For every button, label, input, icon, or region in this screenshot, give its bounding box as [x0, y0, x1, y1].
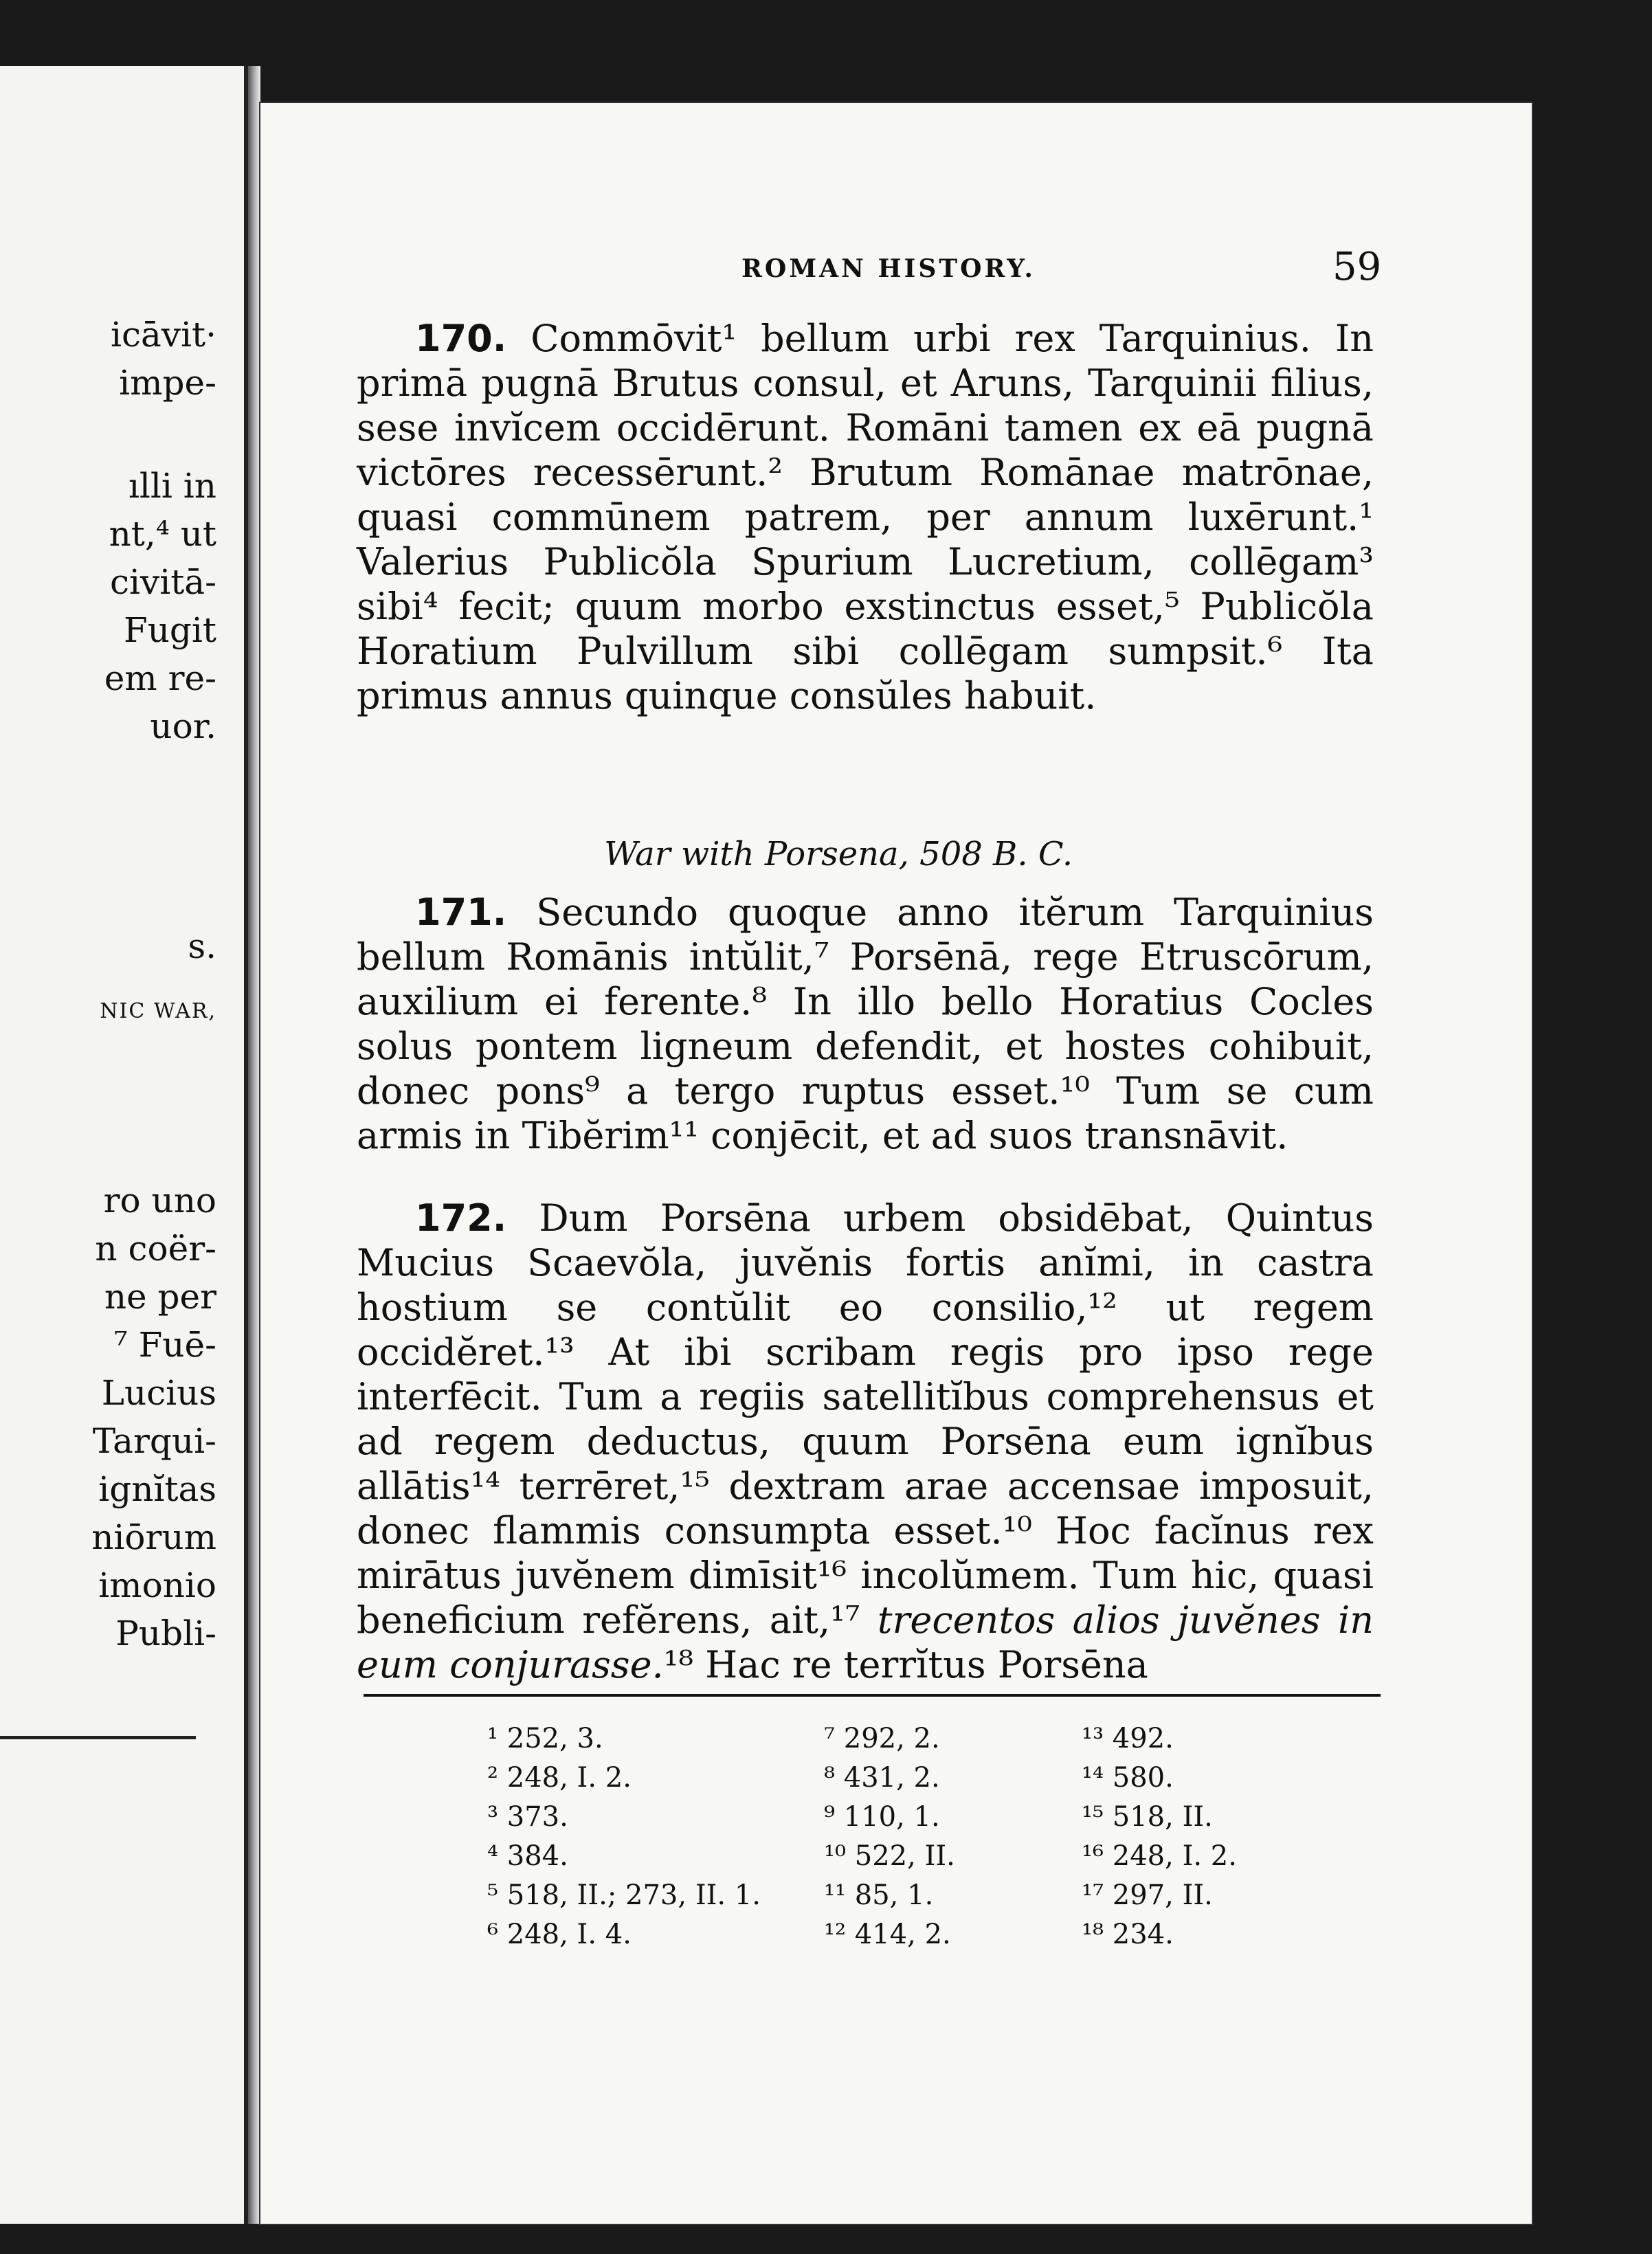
footnote: ⁴ 384. [487, 1840, 568, 1872]
footnote: ⁶ 248, I. 4. [487, 1919, 632, 1950]
paragraph-text: Commōvit¹ bellum urbi rex Tarquinius. In primā pugnā Brutus consul, et Aruns, Tarquinii filius, sese invĭcem occidērunt. Romāni tamen ex eā pugnā victōres recessērunt.² Brutum Romānae matrōnae, quasi commūnem patrem, per annum luxērunt.¹ Valerius Publicŏla Spurium Lucretium, collēgam³ sibi⁴ fecit; quum morbo exstinctus esset,⁵ Publicŏla Horatium Pulvillum sibi collēgam sumpsit.⁶ Ita primus annus quinque consŭles habuit. [357, 317, 1374, 717]
left-line: uor. [150, 706, 216, 746]
paragraph-number: 172. [415, 1196, 507, 1240]
left-page-rule [0, 1736, 196, 1739]
footnote: ⁵ 518, II.; 273, II. 1. [487, 1879, 761, 1911]
paragraph-number: 171. [415, 891, 507, 934]
left-line: niōrum [91, 1517, 216, 1557]
section-subhead: War with Porsena, 508 B. C. [604, 835, 1073, 873]
footnote: ¹⁰ 522, II. [824, 1840, 955, 1872]
footnote: ¹⁴ 580. [1082, 1762, 1174, 1794]
footnote: ¹⁸ 234. [1082, 1919, 1174, 1950]
paragraph-number: 170. [415, 317, 507, 360]
footnote: ¹³ 492. [1082, 1723, 1174, 1754]
footnote: ⁹ 110, 1. [824, 1801, 940, 1833]
footnotes-column-3 [1082, 1719, 1237, 1954]
left-line: civitā- [109, 562, 216, 602]
footnotes-column-1 [487, 1719, 761, 1954]
footnotes-column-2 [824, 1719, 955, 1954]
left-line: Publi- [115, 1614, 216, 1653]
left-line: ⁷ Fuē- [113, 1325, 216, 1365]
left-line: ılli in [128, 466, 216, 506]
left-line: Lucius [101, 1373, 216, 1413]
footnote: ⁸ 431, 2. [824, 1762, 940, 1794]
left-line: ro uno [103, 1181, 216, 1220]
left-line: imonio [98, 1565, 216, 1605]
footnote: ⁷ 292, 2. [824, 1723, 940, 1754]
left-line: icāvit· [110, 315, 216, 355]
footnote: ¹ 252, 3. [487, 1723, 603, 1754]
footnote: ¹² 414, 2. [824, 1919, 951, 1950]
left-line: impe- [119, 363, 216, 403]
paragraph-text: Dum Porsēna urbem obsidēbat, Quintus Mucius Scaevŏla, juvĕnis fortis anĭmi, in castra hostium se contŭlit eo consilio,¹² ut regem occidĕret.¹³ At ibi scribam regis pro ipso rege interfēcit. Tum a regiis satellitĭbus comprehensus et ad regem deductus, quum Porsēna eum ignĭbus allātis¹⁴ terrēret,¹⁵ dextram arae accensae imposuit, donec flammis consumpta esset.¹⁰ Hoc facĭnus rex mirātus juvĕnem dimīsit¹⁶ incolŭmem. Tum hic, quasi beneficium refĕrens, ait,¹⁷ [357, 1196, 1374, 1642]
left-line: Tarqui- [92, 1421, 216, 1461]
paragraph-171 [357, 890, 1374, 1158]
footnote: ¹⁶ 248, I. 2. [1082, 1840, 1237, 1872]
page-number: 59 [1332, 245, 1382, 289]
footnote: ³ 373. [487, 1801, 568, 1833]
left-line: ne per [104, 1277, 216, 1317]
left-line: n coër- [95, 1229, 216, 1269]
running-head: ROMAN HISTORY. [741, 254, 1036, 283]
left-line: nt,⁴ ut [109, 514, 216, 554]
footnote: ¹¹ 85, 1. [824, 1879, 934, 1911]
footnote: ¹⁵ 518, II. [1082, 1801, 1213, 1833]
footnote-rule [364, 1694, 1381, 1697]
left-line: s. [188, 926, 216, 966]
footnote: ¹⁷ 297, II. [1082, 1879, 1213, 1911]
paragraph-text: Secundo quoque anno itĕrum Tarquinius bellum Romānis intŭlit,⁷ Porsēnā, rege Etruscōrum, auxilium ei ferente.⁸ In illo bello Horatius Cocles solus pontem ligneum defendit, et hostes cohibuit, donec pons⁹ a tergo ruptus esset.¹⁰ Tum se cum armis in Tibĕrim¹¹ conjēcit, et ad suos transnāvit. [357, 891, 1374, 1157]
left-line: ignĭtas [98, 1469, 216, 1509]
paragraph-172 [357, 1196, 1374, 1687]
paragraph-italic-text: trecentos alios juvĕnes in eum conjurasse. [357, 1598, 1374, 1686]
right-page [260, 103, 1532, 2224]
left-line: NIC WAR, [100, 999, 216, 1023]
left-line: em re- [104, 658, 216, 698]
left-line: Fugit [124, 610, 216, 650]
left-page-fragment [0, 66, 248, 2224]
book-gutter [248, 66, 260, 2224]
paragraph-170 [357, 316, 1374, 718]
paragraph-text-continued: ¹⁸ Hac re terrĭtus Porsēna [663, 1643, 1148, 1686]
footnote: ² 248, I. 2. [487, 1762, 632, 1794]
